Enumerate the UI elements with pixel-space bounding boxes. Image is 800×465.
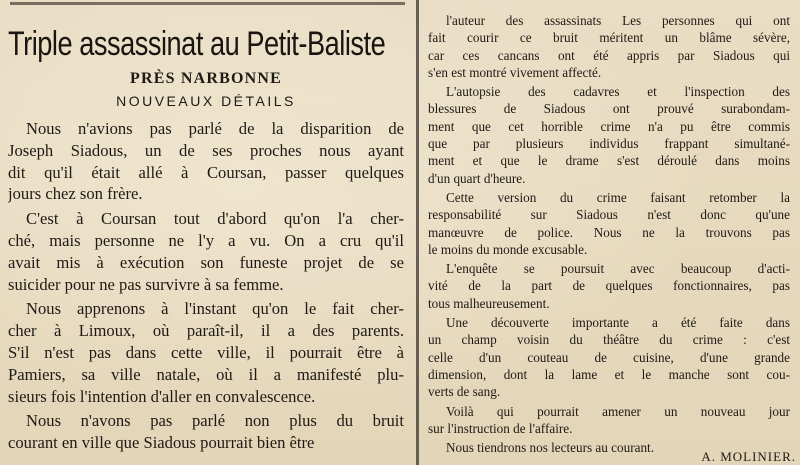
text-line: L'autopsie des cadavres et l'inspection des <box>446 84 790 100</box>
text-line: que par plusieurs individus frappant simultané- <box>428 136 790 152</box>
text-line: sieurs fois l'intention d'aller en convalescence. <box>8 386 316 406</box>
paragraph <box>8 298 404 407</box>
text-line: jours chez son frère. <box>8 184 143 204</box>
text-line: C'est à Coursan tout d'abord qu'on l'a cher- <box>26 209 404 229</box>
right-column <box>428 0 790 465</box>
text-line: vité de la part de quelques fonctionnaires, pas <box>428 278 790 294</box>
article-subheading: PRÈS NARBONNE <box>129 70 283 87</box>
left-column <box>8 0 404 465</box>
text-line: L'enquête se poursuit avec beaucoup d'acti- <box>446 261 790 277</box>
text-line: Cette version du crime faisant retomber la <box>446 189 790 205</box>
text-line: Une découverte importante a été faite dans <box>446 315 790 331</box>
text-line: manœuvre de police. Nous ne la trouvons pas <box>428 224 790 240</box>
text-line: car ces cancans ont été appris par Siadous qui <box>428 47 790 63</box>
right-column-body <box>428 12 790 458</box>
text-line: courant en ville que Siadous pourrait bien être <box>8 433 315 453</box>
text-line: Nous n'avions pas parlé de la disparition de <box>26 119 404 138</box>
text-line: dit qu'il était allé à Coursan, passer quelques <box>8 162 404 182</box>
text-line: d'un quart d'heure. <box>428 170 526 186</box>
paragraph <box>8 208 404 295</box>
text-line: Pamiers, sa ville natale, où il a manifesté plu- <box>8 364 404 384</box>
paragraph <box>428 189 790 258</box>
text-line: s'en est montré vivement affecté. <box>428 64 602 80</box>
text-line: ment que cet horrible crime n'a pu être commis <box>428 118 790 134</box>
text-line: cher à Limoux, où paraît-il, il a des parents. <box>8 321 404 341</box>
text-line: avait mis à exécution son funeste projet de se <box>8 252 404 272</box>
text-line: fait courir ce bruit méritent un blâme sévère, <box>428 30 790 46</box>
text-line: Joseph Siadous, un de ses proches nous ayant <box>8 140 404 160</box>
column-divider <box>416 0 419 465</box>
text-line: Nous n'avons pas parlé non plus du bruit <box>26 411 404 431</box>
text-line: un champ voisin du théâtre du crime : c'est <box>428 332 790 348</box>
text-line: dimension, dont la lame et le manche sont cou- <box>428 366 790 382</box>
paragraph <box>428 83 790 187</box>
author-signature: A. MOLINIER. <box>701 449 796 464</box>
text-line: celle d'un couteau de cuisine, d'une grande <box>428 349 790 365</box>
article-headline: Triple assassinat au Petit-Baliste <box>8 25 386 63</box>
text-line: Nous apprenons à l'instant qu'on le fait cher- <box>26 299 404 319</box>
text-line: l'auteur des assassinats Les personnes qui ont <box>446 13 790 28</box>
text-line: suicider pour ne pas survivre à sa femme. <box>8 274 284 294</box>
text-line: ché, mais personne ne l'y a vu. On a cru qu'il <box>8 230 404 250</box>
left-column-body <box>8 118 404 457</box>
text-line: Nous tiendrons nos lecteurs au courant. <box>446 440 655 456</box>
text-line: sur l'instruction de l'affaire. <box>428 420 573 436</box>
text-line: Voilà qui pourrait amener un nouveau jour <box>446 403 790 419</box>
paragraph <box>428 403 790 438</box>
paragraph <box>428 314 790 400</box>
paragraph <box>8 118 404 205</box>
paragraph <box>428 12 790 81</box>
text-line: responsabilité sur Siadous n'est donc qu'une <box>428 207 790 223</box>
article-subheading-details: NOUVEAUX DÉTAILS <box>116 93 296 109</box>
text-line: tous malheureusement. <box>428 295 550 311</box>
text-line: blessures de Siadous ont prouvé surabondam- <box>428 101 790 117</box>
text-line: le moins du monde excusable. <box>428 241 588 257</box>
text-line: ment et que le drame s'est déroulé dans moins <box>428 153 790 169</box>
paragraph <box>428 260 790 312</box>
text-line: verts de sang. <box>428 384 501 400</box>
text-line: S'il n'est pas dans cette ville, il pourrait être à <box>8 342 404 362</box>
paragraph <box>8 410 404 454</box>
